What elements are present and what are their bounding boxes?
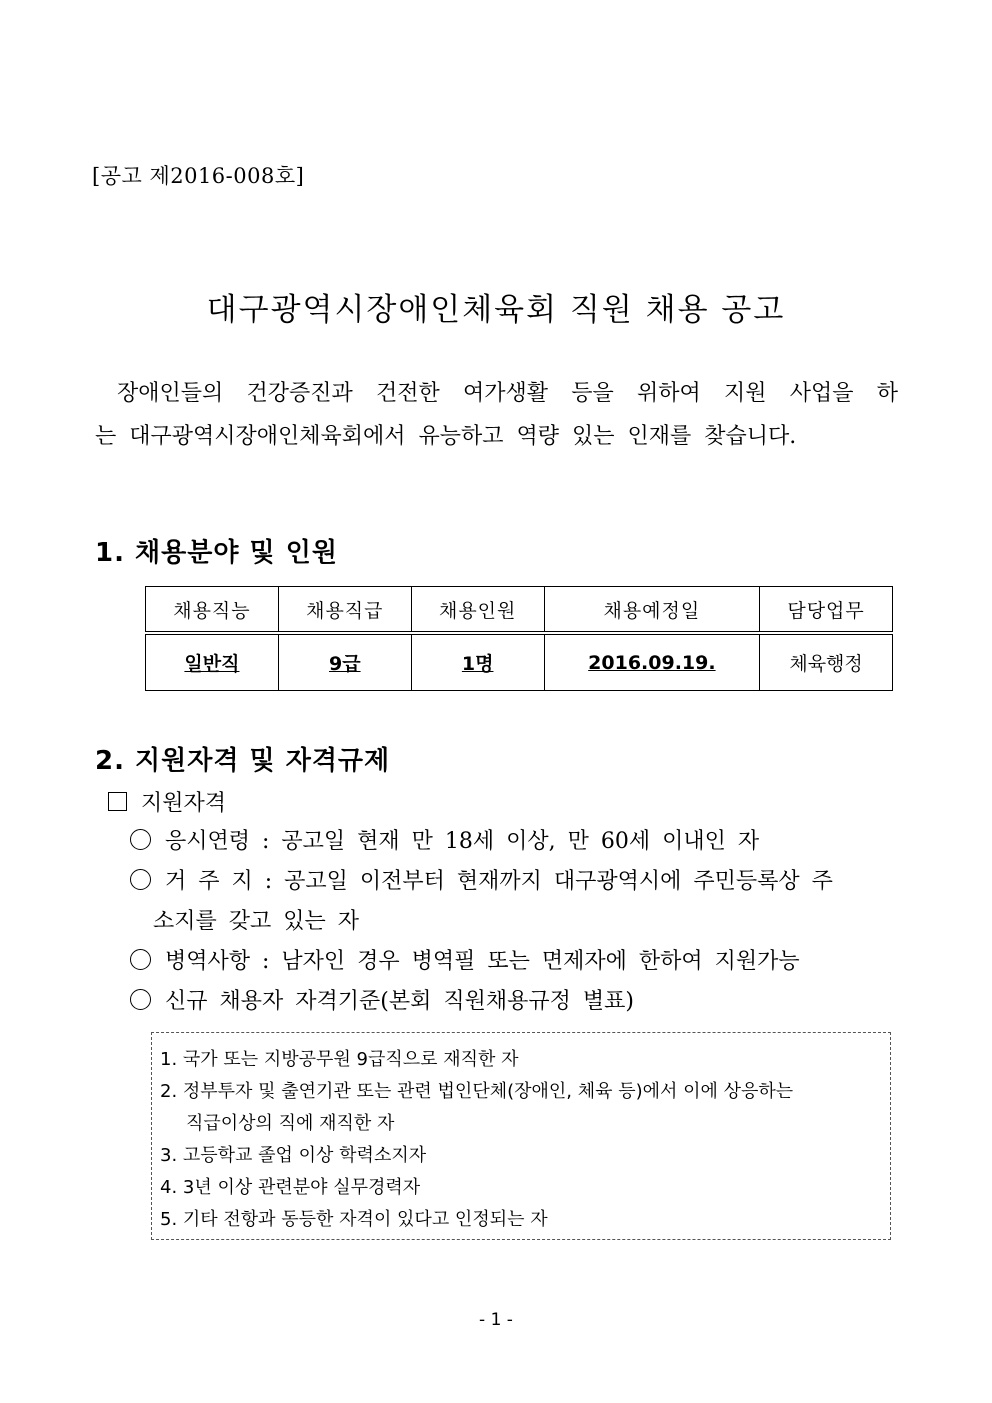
table-row	[146, 633, 893, 691]
qualification-subheading-label: 지원자격	[141, 791, 227, 816]
table-header-cell: 채용직능	[146, 587, 279, 634]
criteria-item-continuation: 직급이상의 직에 재직한 자	[186, 1113, 395, 1134]
table-header-cell: 담당업무	[760, 587, 893, 634]
table-header-cell: 채용예정일	[544, 587, 759, 634]
list-item-text: 병역사항 : 남자인 경우 병역필 또는 면제자에 한하여 지원가능	[165, 949, 800, 974]
circle-bullet-icon	[130, 829, 151, 850]
list-item-text: 응시연령 : 공고일 현재 만 18세 이상, 만 60세 이내인 자	[165, 829, 760, 854]
intro-line-2: 는 대구광역시장애인체육회에서 유능하고 역량 있는 인재를 찾습니다.	[95, 424, 797, 449]
section-2-heading: 2. 지원자격 및 자격규제	[95, 746, 391, 776]
table-cell-grade: 9급	[278, 633, 411, 691]
criteria-item: 2. 정부투자 및 출연기관 또는 관련 법인단체(장애인, 체육 등)에서 이에 상응하는	[160, 1081, 794, 1102]
table-header-cell: 채용직급	[278, 587, 411, 634]
table-cell-duty: 체육행정	[760, 633, 893, 691]
list-item	[130, 944, 800, 975]
criteria-item: 5. 기타 전항과 동등한 자격이 있다고 인정되는 자	[160, 1209, 548, 1230]
list-item	[130, 824, 759, 855]
section-1-heading: 1. 채용분야 및 인원	[95, 538, 338, 568]
square-bullet-icon	[108, 792, 127, 811]
criteria-box	[151, 1032, 891, 1240]
page-title: 대구광역시장애인체육회 직원 채용 공고	[206, 292, 786, 328]
intro-paragraph	[95, 372, 898, 458]
circle-bullet-icon	[130, 949, 151, 970]
page-number: - 1 -	[479, 1310, 513, 1330]
list-item	[130, 864, 898, 895]
list-item-text: 거 주 지 : 공고일 이전부터 현재까지 대구광역시에 주민등록상 주	[165, 869, 833, 894]
criteria-item: 4. 3년 이상 관련분야 실무경력자	[160, 1177, 421, 1198]
criteria-item: 1. 국가 또는 지방공무원 9급직으로 재직한 자	[160, 1049, 519, 1070]
notice-number: [공고 제2016-008호]	[92, 164, 305, 188]
table-header-cell: 채용인원	[411, 587, 544, 634]
intro-line-1: 장애인들의 건강증진과 건전한 여가생활 등을 위하여 지원 사업을 하	[117, 381, 898, 406]
list-item-continuation: 소지를 갖고 있는 자	[153, 909, 359, 934]
list-item	[130, 984, 634, 1015]
recruitment-table	[145, 586, 893, 691]
qualification-subheading	[108, 786, 226, 817]
table-cell-headcount: 1명	[411, 633, 544, 691]
table-header-row	[146, 587, 893, 634]
circle-bullet-icon	[130, 869, 151, 890]
circle-bullet-icon	[130, 989, 151, 1010]
table-cell-date: 2016.09.19.	[544, 633, 759, 691]
list-item-text: 신규 채용자 자격기준(본회 직원채용규정 별표)	[165, 989, 634, 1014]
table-cell-job-type: 일반직	[146, 633, 279, 691]
criteria-item: 3. 고등학교 졸업 이상 학력소지자	[160, 1145, 427, 1166]
